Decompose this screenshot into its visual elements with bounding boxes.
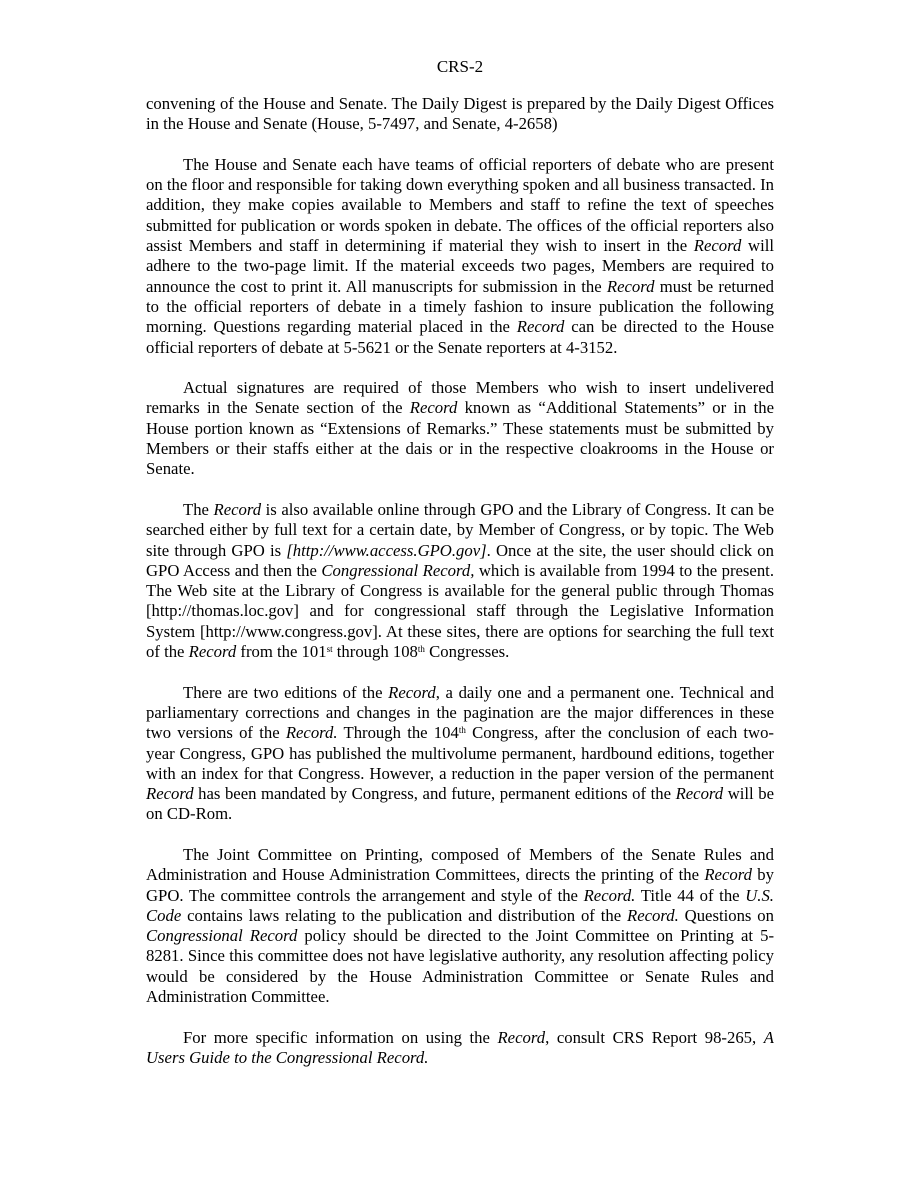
- text-run: Title 44 of the: [635, 885, 746, 905]
- italic-text: Record: [675, 784, 724, 804]
- page-header: [0, 57, 920, 77]
- text-run: policy should be directed to the Joint Committee on Printing at 5-8281. Since this committee does not have legislative authority, any resolution affecting policy would be considered by the House Administration Committee or Senate Rules and Administration Committee.: [146, 926, 774, 1007]
- text-run: , consult CRS Report 98-265,: [545, 1027, 764, 1047]
- ordinal-suffix: st: [326, 644, 333, 655]
- paragraph-5: [146, 683, 774, 825]
- italic-text: Record: [188, 642, 237, 662]
- text-run: The: [183, 499, 214, 519]
- paragraph-7: [146, 1028, 774, 1069]
- text-run: The House and Senate each have teams of official reporters of debate who are present on the floor and responsible for taking down everything spoken and all business transacted. In addition, they make copies available to Members and staff to refine the text of speeches submitted for publication or words spoken in debate. The offices of the official reporters also assist Members and staff in determining if material they wish to insert in the: [146, 154, 774, 256]
- text-run: Questions on: [678, 905, 774, 925]
- italic-text: Record: [606, 276, 655, 296]
- text-run: from the 101: [236, 642, 327, 662]
- italic-text: Record: [388, 682, 436, 702]
- text-run: will be on CD-Rom.: [146, 784, 774, 824]
- italic-text: A Users Guide to the Congressional Record.: [146, 1027, 774, 1067]
- ordinal-suffix: th: [458, 725, 466, 736]
- italic-text: [http://www.access.GPO.gov]: [286, 540, 487, 560]
- text-run: will adhere to the two-page limit. If the material exceeds two pages, Members are required to announce the cost to print it. All manuscripts for submission in the: [146, 236, 774, 296]
- italic-text: Record.: [627, 905, 679, 925]
- paragraph-6: [146, 845, 774, 1007]
- italic-text: Record.: [583, 885, 636, 905]
- text-run: Actual signatures are required of those Members who wish to insert undelivered remarks in the Senate section of the: [146, 378, 774, 418]
- italic-text: Record: [146, 784, 194, 804]
- text-run: Through the 104: [337, 723, 459, 743]
- text-run: is also available online through GPO and the Library of Congress. It can be searched either by full text for a certain date, by Member of Congress, or by topic. The Web site through GPO is: [146, 499, 774, 560]
- text-run: known as “Additional Statements” or in the House portion known as “Extensions of Remarks.” These statements must be submitted by Members or their staffs either at the dais or in the respective cloakrooms in the House or Senate.: [146, 398, 774, 479]
- document-body: [146, 94, 774, 1068]
- italic-text: Congressional Record: [146, 926, 298, 946]
- text-run: contains laws relating to the publication and distribution of the: [181, 905, 628, 925]
- paragraph-2: [146, 155, 774, 358]
- text-run: convening of the House and Senate. The Daily Digest is prepared by the Daily Digest Offices in the House and Senate (House, 5-7497, and Senate, 4-2658): [146, 94, 774, 134]
- text-run: The Joint Committee on Printing, composed of Members of the Senate Rules and Administration and House Administration Committees, directs the printing of the: [146, 844, 774, 885]
- text-run: has been mandated by Congress, and future, permanent editions of the: [193, 784, 676, 804]
- ordinal-suffix: th: [417, 644, 425, 655]
- italic-text: U.S. Code: [146, 885, 774, 925]
- text-run: must be returned to the official reporters of debate in a timely fashion to insure publication the following morning. Questions regarding material placed in the: [146, 276, 774, 337]
- italic-text: Record: [516, 317, 565, 337]
- text-run: can be directed to the House official reporters of debate at 5-5621 or the Senate reporters at 4-3152.: [146, 317, 774, 357]
- italic-text: Record.: [285, 723, 338, 743]
- text-run: by GPO. The committee controls the arrangement and style of the: [146, 865, 774, 905]
- italic-text: Record: [704, 865, 752, 885]
- italic-text: Record: [213, 499, 262, 519]
- paragraph-4: [146, 500, 774, 662]
- paragraph-1: [146, 94, 774, 135]
- italic-text: Record: [497, 1027, 546, 1047]
- text-run: For more specific information on using the: [183, 1027, 498, 1047]
- italic-text: Congressional Record,: [321, 560, 475, 580]
- page-number-label: CRS-2: [436, 57, 484, 76]
- text-run: Congresses.: [424, 642, 510, 662]
- text-run: Congress, after the conclusion of each two-year Congress, GPO has published the multivolume permanent, hardbound editions, together with an index for that Congress. However, a reduction in the paper version of the permanent: [146, 723, 774, 783]
- italic-text: Record: [693, 236, 742, 256]
- text-run: . Once at the site, the user should click on GPO Access and then the: [146, 540, 774, 580]
- text-run: through 108: [332, 642, 418, 662]
- text-run: which is available from 1994 to the present. The Web site at the Library of Congress is available for the general public through Thomas [http://thomas.loc.gov] and for congressional staff through the Legislative Information System [http://www.congress.gov]. At these sites, there are options for searching the full text of the: [146, 560, 774, 662]
- text-run: , a daily one and a permanent one. Technical and parliamentary corrections and changes in the pagination are the major differences in these two versions of the: [146, 682, 774, 743]
- text-run: There are two editions of the: [183, 682, 389, 702]
- paragraph-3: [146, 378, 774, 479]
- italic-text: Record: [409, 398, 458, 418]
